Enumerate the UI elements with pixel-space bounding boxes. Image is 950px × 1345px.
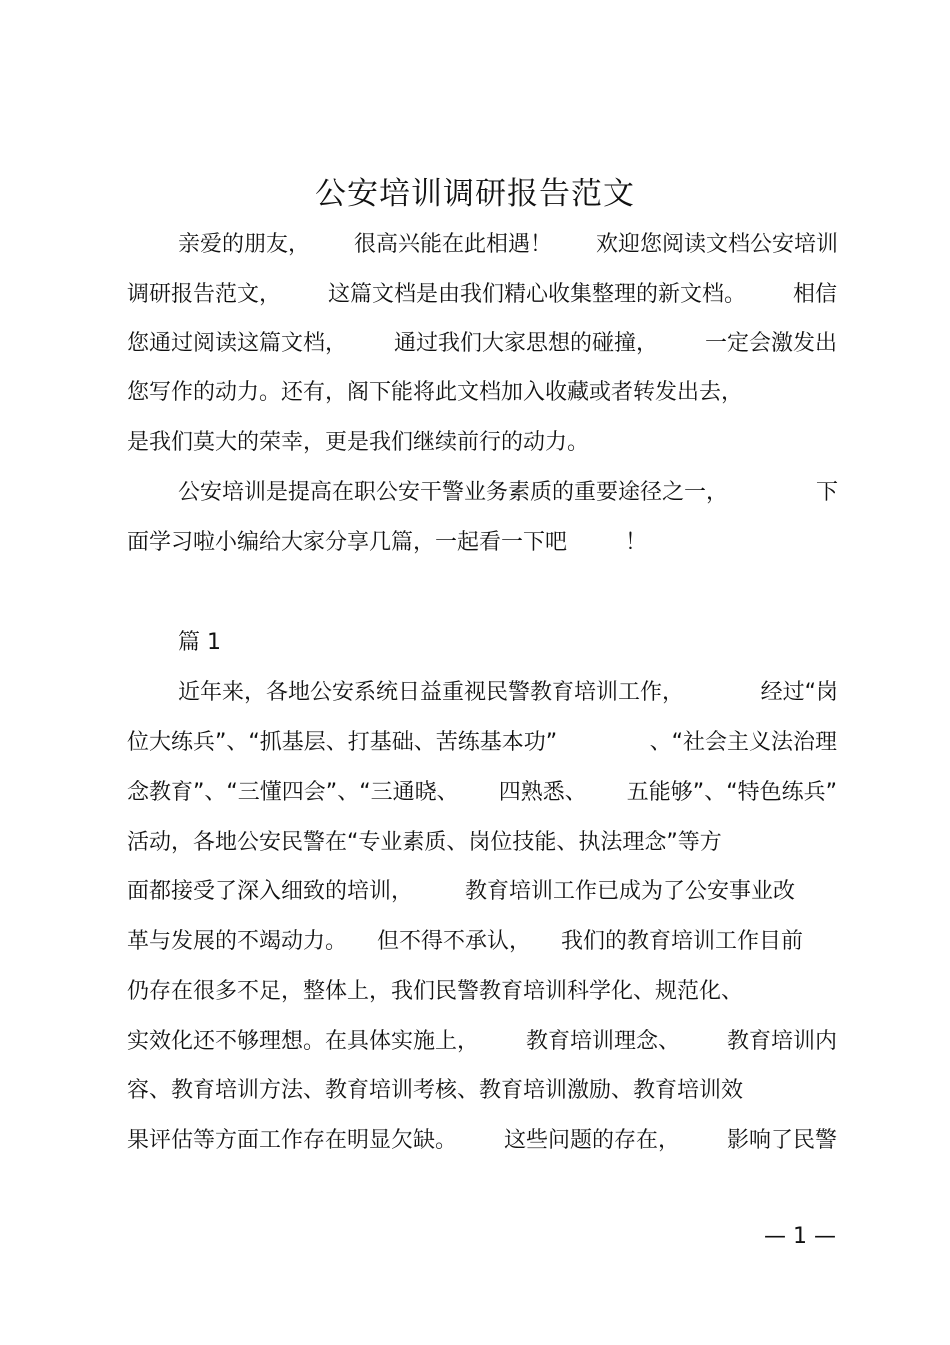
text-segment: 但不得不承认， — [376, 929, 531, 954]
intro-line — [178, 477, 838, 509]
text-segment: 下 — [815, 480, 838, 505]
text-segment: 通过我们大家思想的碰撞， — [393, 331, 658, 356]
text-segment: 欢迎您阅读文档公安培训 — [595, 232, 838, 257]
intro-line — [127, 328, 837, 360]
body-line — [127, 777, 837, 809]
text-segment: 近年来，各地公安系统日益重视民警教育培训工作， — [178, 680, 685, 705]
text-segment: 、“社会主义法治理 — [649, 730, 837, 755]
body-line — [127, 727, 837, 759]
body-line — [127, 1026, 837, 1058]
text-segment: 经过“岗 — [760, 680, 838, 705]
text-segment: 公安培训是提高在职公安干警业务素质的重要途径之一， — [178, 480, 729, 505]
body-line: 活动，各地公安民警在“专业素质、岗位技能、执法理念”等方 — [127, 830, 722, 855]
text-segment: 五能够”、“特色练兵” — [626, 780, 837, 805]
intro-line — [127, 527, 647, 559]
document-title: 公安培训调研报告范文 — [315, 176, 635, 212]
body-line — [127, 1125, 837, 1157]
text-segment: 教育培训内 — [726, 1029, 837, 1054]
text-segment: 一定会激发出 — [704, 331, 837, 356]
text-segment: 影响了民警 — [726, 1128, 837, 1153]
intro-line: 是我们莫大的荣幸，更是我们继续前行的动力。 — [127, 430, 590, 455]
text-segment: 面学习啦小编给大家分享几篇，一起看一下吧 — [127, 530, 568, 555]
section-heading: 篇 1 — [178, 630, 221, 655]
intro-line — [127, 279, 837, 311]
text-segment: ！ — [624, 530, 647, 555]
body-line: 仍存在很多不足，整体上，我们民警教育培训科学化、规范化、 — [127, 979, 744, 1004]
text-segment: 教育培训工作已成为了公安事业改 — [464, 879, 795, 904]
text-segment: 您通过阅读这篇文档， — [127, 331, 348, 356]
text-segment: 很高兴能在此相遇！ — [353, 232, 552, 257]
body-line: 容、教育培训方法、教育培训考核、教育培训激励、教育培训效 — [127, 1078, 744, 1103]
text-segment: 教育培训理念、 — [525, 1029, 680, 1054]
text-segment: 调研报告范文， — [127, 282, 282, 307]
text-segment: 四熟悉、 — [498, 780, 587, 805]
intro-line — [178, 229, 838, 261]
body-line — [127, 926, 803, 958]
text-segment: 念教育”、“三懂四会”、“三通晓、 — [127, 780, 459, 805]
text-segment: 果评估等方面工作存在明显欠缺。 — [127, 1128, 458, 1153]
text-segment: 这篇文档是由我们精心收集整理的新文档。 — [327, 282, 746, 307]
text-segment: 实效化还不够理想。在具体实施上， — [127, 1029, 480, 1054]
body-line — [178, 677, 838, 709]
text-segment: 面都接受了深入细致的培训， — [127, 879, 414, 904]
body-line — [127, 876, 795, 908]
text-segment: 位大练兵”、“抓基层、打基础、苦练基本功” — [127, 730, 558, 755]
text-segment: 相信 — [792, 282, 837, 307]
text-segment: 这些问题的存在， — [503, 1128, 680, 1153]
text-segment: 革与发展的不竭动力。 — [127, 929, 348, 954]
text-segment: 亲爱的朋友， — [178, 232, 311, 257]
intro-line: 您写作的动力。还有，阁下能将此文档加入收藏或者转发出去， — [127, 380, 744, 405]
text-segment: 我们的教育培训工作目前 — [560, 929, 803, 954]
page-number: — 1 — — [764, 1224, 836, 1249]
